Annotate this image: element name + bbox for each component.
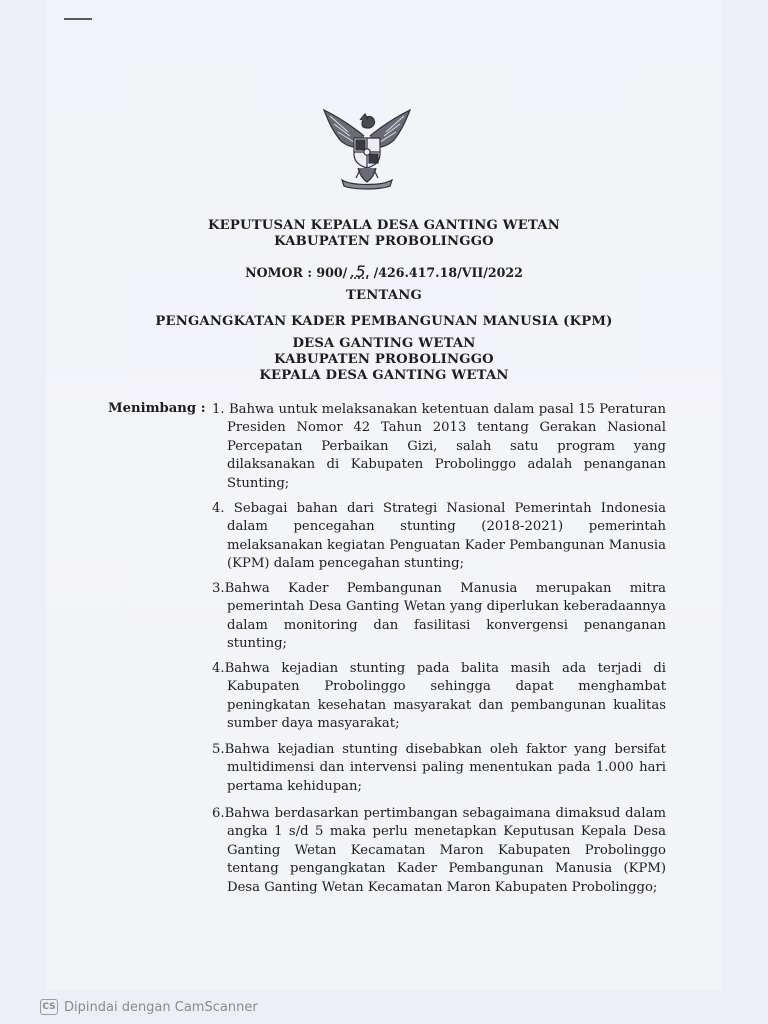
menimbang-label: Menimbang : (108, 401, 206, 416)
decree-title-line-1: KEPUTUSAN KEPALA DESA GANTING WETAN (208, 218, 560, 233)
item-number: 4. (212, 501, 225, 516)
item-text: Bahwa untuk melaksanakan ketentuan dalam pasal 15 Peraturan Presiden Nomor 42 Tahun 2013 tentang Gerakan Nasional Percepatan Perbaikan Gizi, salah satu program yang dilaksanakan di Kabupaten Probolinggo adalah penanganan Stunting; (227, 402, 666, 491)
menimbang-item (212, 660, 666, 734)
menimbang-item (212, 741, 666, 796)
camscanner-watermark (40, 997, 258, 1017)
item-number: 5. (212, 742, 225, 757)
item-text: Bahwa kejadian stunting pada balita masih ada terjadi di Kabupaten Probolinggo sehingga dapat menghambat peningkatan kesehatan masyarakat dan pembangunan kualitas sumber daya masyarakat; (224, 661, 666, 732)
item-number: 4. (212, 661, 225, 676)
item-text: Sebagai bahan dari Strategi Nasional Pemerintah Indonesia dalam pencegahan stunting (2018-2021) pemerintah melaksanakan kegiatan Penguatan Kader Pembangunan Manusia (KPM) dalam pencegahan stunting; (227, 501, 666, 572)
menimbang-item (212, 805, 666, 897)
decree-number-handwritten: .5. (350, 262, 371, 281)
pen-mark (64, 18, 92, 20)
item-number: 1. (212, 402, 225, 417)
decree-number-suffix: /426.417.18/VII/2022 (373, 265, 523, 280)
decree-title-line-2: KABUPATEN PROBOLINGGO (274, 234, 494, 249)
menimbang-item (212, 580, 666, 654)
menimbang-item (212, 500, 666, 574)
item-text: Bahwa Kader Pembangunan Manusia merupakan mitra pemerintah Desa Ganting Wetan yang diperlukan keberadaannya dalam monitoring dan fasilitasi konvergensi penanganan stunting; (224, 581, 666, 652)
authority-kepala: KEPALA DESA GANTING WETAN (259, 368, 509, 383)
item-text: Bahwa berdasarkan pertimbangan sebagaimana dimaksud dalam angka 1 s/d 5 maka perlu menetapkan Keputusan Kepala Desa Ganting Wetan Kecamatan Maron Kabupaten Probolinggo tentang pengangkatan Kader Pembangunan Manusia (KPM) Desa Ganting Wetan Kecamatan Maron Kabupaten Probolinggo; (224, 806, 666, 895)
tentang-heading: TENTANG (346, 288, 422, 303)
authority-desa: DESA GANTING WETAN (292, 336, 476, 351)
camscanner-icon: CS (40, 999, 58, 1015)
menimbang-item (212, 401, 666, 493)
decree-number-prefix: NOMOR : 900/ (245, 265, 348, 280)
garuda-emblem-icon (318, 96, 416, 192)
authority-kabupaten: KABUPATEN PROBOLINGGO (274, 352, 494, 367)
decree-title (0, 218, 768, 250)
decree-number (0, 262, 768, 281)
item-text: Bahwa kejadian stunting disebabkan oleh faktor yang bersifat multidimensi dan intervensi paling menentukan pada 1.000 hari pertama kehidupan; (224, 742, 666, 794)
authority-block (0, 336, 768, 384)
item-number: 6. (212, 806, 225, 821)
camscanner-text: Dipindai dengan CamScanner (64, 999, 258, 1015)
item-number: 3. (212, 581, 225, 596)
decree-subject: PENGANGKATAN KADER PEMBANGUNAN MANUSIA (KPM) (155, 314, 613, 329)
